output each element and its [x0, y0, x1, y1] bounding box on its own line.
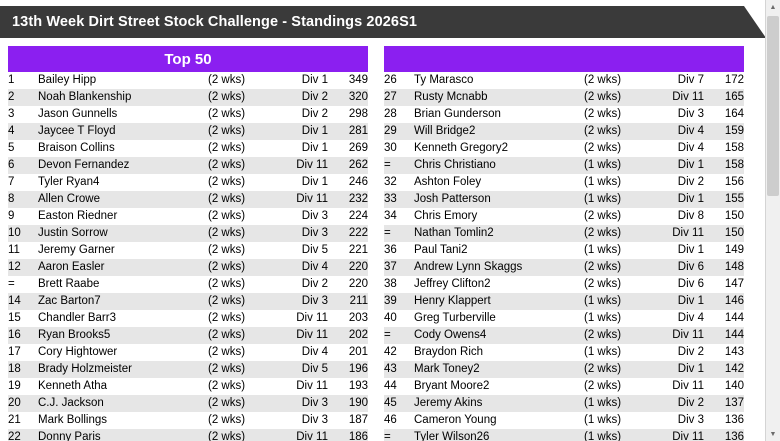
division: Div 4	[646, 123, 704, 140]
weeks-count: (2 wks)	[208, 106, 270, 123]
driver-name: Jeffrey Clifton2	[414, 276, 584, 293]
weeks-count: (2 wks)	[208, 174, 270, 191]
division: Div 3	[270, 208, 328, 225]
weeks-count: (2 wks)	[584, 378, 646, 395]
table-row	[8, 89, 368, 106]
weeks-count: (2 wks)	[208, 412, 270, 429]
table-row	[384, 72, 744, 89]
division: Div 1	[270, 72, 328, 89]
division: Div 11	[270, 191, 328, 208]
weeks-count: (2 wks)	[208, 327, 270, 344]
standing-position: =	[384, 225, 414, 242]
division: Div 11	[646, 327, 704, 344]
weeks-count: (2 wks)	[208, 395, 270, 412]
standing-position: 44	[384, 378, 414, 395]
table-row	[8, 140, 368, 157]
table-row	[384, 378, 744, 395]
division: Div 1	[270, 174, 328, 191]
standing-position: 37	[384, 259, 414, 276]
driver-name: Greg Turberville	[414, 310, 584, 327]
table-row	[8, 378, 368, 395]
standing-position: 29	[384, 123, 414, 140]
driver-name: Braison Collins	[38, 140, 208, 157]
driver-name: Aaron Easler	[38, 259, 208, 276]
points: 211	[328, 293, 368, 310]
table-row	[384, 361, 744, 378]
table-row	[8, 293, 368, 310]
standings-column-left	[8, 46, 368, 441]
table-row	[8, 259, 368, 276]
standings-column-right	[384, 46, 744, 441]
standing-position: 26	[384, 72, 414, 89]
table-row	[8, 106, 368, 123]
standing-position: 16	[8, 327, 38, 344]
driver-name: Bailey Hipp	[38, 72, 208, 89]
table-row	[384, 293, 744, 310]
division: Div 11	[646, 429, 704, 441]
points: 147	[704, 276, 744, 293]
division: Div 1	[646, 157, 704, 174]
standings-table-left	[8, 72, 368, 441]
division: Div 1	[270, 123, 328, 140]
driver-name: Mark Toney2	[414, 361, 584, 378]
points: 148	[704, 259, 744, 276]
table-row	[384, 259, 744, 276]
standing-position: 22	[8, 429, 38, 441]
standing-position: 40	[384, 310, 414, 327]
weeks-count: (2 wks)	[208, 72, 270, 89]
points: 232	[328, 191, 368, 208]
driver-name: Rusty Mcnabb	[414, 89, 584, 106]
table-row	[8, 361, 368, 378]
division: Div 1	[646, 361, 704, 378]
driver-name: Will Bridge2	[414, 123, 584, 140]
points: 298	[328, 106, 368, 123]
points: 140	[704, 378, 744, 395]
weeks-count: (2 wks)	[208, 361, 270, 378]
weeks-count: (2 wks)	[584, 225, 646, 242]
driver-name: Tyler Ryan4	[38, 174, 208, 191]
driver-name: Nathan Tomlin2	[414, 225, 584, 242]
driver-name: Kenneth Gregory2	[414, 140, 584, 157]
points: 155	[704, 191, 744, 208]
weeks-count: (1 wks)	[584, 429, 646, 441]
points: 172	[704, 72, 744, 89]
division: Div 2	[270, 276, 328, 293]
points: 136	[704, 412, 744, 429]
table-row	[384, 242, 744, 259]
table-row	[384, 191, 744, 208]
standing-position: 3	[8, 106, 38, 123]
standing-position: 7	[8, 174, 38, 191]
division: Div 1	[646, 242, 704, 259]
points: 143	[704, 344, 744, 361]
table-row	[8, 157, 368, 174]
points: 220	[328, 259, 368, 276]
standing-position: 8	[8, 191, 38, 208]
points: 186	[328, 429, 368, 441]
weeks-count: (2 wks)	[208, 259, 270, 276]
points: 281	[328, 123, 368, 140]
driver-name: Cameron Young	[414, 412, 584, 429]
left-column-header: Top 50	[8, 46, 368, 72]
driver-name: Braydon Rich	[414, 344, 584, 361]
standing-position: 27	[384, 89, 414, 106]
points: 136	[704, 429, 744, 441]
weeks-count: (2 wks)	[208, 208, 270, 225]
driver-name: Jeremy Akins	[414, 395, 584, 412]
division: Div 3	[270, 412, 328, 429]
standings-table-right	[384, 72, 744, 441]
table-row	[8, 412, 368, 429]
standing-position: 34	[384, 208, 414, 225]
weeks-count: (1 wks)	[584, 174, 646, 191]
scroll-down-icon[interactable]: ▼	[766, 427, 780, 441]
table-row	[384, 310, 744, 327]
division: Div 3	[270, 293, 328, 310]
points: 202	[328, 327, 368, 344]
points: 201	[328, 344, 368, 361]
division: Div 5	[270, 242, 328, 259]
standing-position: 17	[8, 344, 38, 361]
table-row	[8, 242, 368, 259]
driver-name: Allen Crowe	[38, 191, 208, 208]
table-row	[384, 327, 744, 344]
standings-columns	[8, 46, 760, 441]
standing-position: 20	[8, 395, 38, 412]
page-title: 13th Week Dirt Street Stock Challenge - Standings 2026S1	[12, 14, 418, 30]
table-row	[384, 157, 744, 174]
standing-position: 11	[8, 242, 38, 259]
standing-position: 18	[8, 361, 38, 378]
driver-name: Donny Paris	[38, 429, 208, 441]
standing-position: 4	[8, 123, 38, 140]
title-bar-corner	[744, 6, 766, 38]
weeks-count: (2 wks)	[584, 106, 646, 123]
table-row	[8, 123, 368, 140]
driver-name: Ryan Brooks5	[38, 327, 208, 344]
standing-position: 9	[8, 208, 38, 225]
standing-position: =	[384, 429, 414, 441]
division: Div 2	[646, 344, 704, 361]
points: 221	[328, 242, 368, 259]
driver-name: Chris Emory	[414, 208, 584, 225]
driver-name: Kenneth Atha	[38, 378, 208, 395]
weeks-count: (2 wks)	[208, 123, 270, 140]
division: Div 8	[646, 208, 704, 225]
standing-position: 30	[384, 140, 414, 157]
standing-position: 38	[384, 276, 414, 293]
division: Div 3	[270, 225, 328, 242]
weeks-count: (2 wks)	[208, 225, 270, 242]
driver-name: Mark Bollings	[38, 412, 208, 429]
division: Div 1	[270, 140, 328, 157]
table-row	[8, 174, 368, 191]
division: Div 4	[270, 344, 328, 361]
points: 144	[704, 327, 744, 344]
weeks-count: (2 wks)	[584, 89, 646, 106]
table-row	[384, 174, 744, 191]
scrollbar-thumb[interactable]	[767, 16, 779, 196]
standing-position: 2	[8, 89, 38, 106]
table-row	[384, 208, 744, 225]
division: Div 2	[270, 106, 328, 123]
table-row	[8, 429, 368, 441]
points: 320	[328, 89, 368, 106]
division: Div 2	[270, 89, 328, 106]
division: Div 2	[646, 174, 704, 191]
weeks-count: (1 wks)	[584, 310, 646, 327]
weeks-count: (2 wks)	[584, 276, 646, 293]
weeks-count: (2 wks)	[208, 157, 270, 174]
division: Div 7	[646, 72, 704, 89]
driver-name: Brian Gunderson	[414, 106, 584, 123]
points: 220	[328, 276, 368, 293]
points: 203	[328, 310, 368, 327]
points: 150	[704, 208, 744, 225]
driver-name: Brady Holzmeister	[38, 361, 208, 378]
division: Div 11	[270, 378, 328, 395]
weeks-count: (2 wks)	[584, 140, 646, 157]
weeks-count: (2 wks)	[584, 208, 646, 225]
standing-position: 36	[384, 242, 414, 259]
driver-name: Ashton Foley	[414, 174, 584, 191]
standing-position: =	[384, 157, 414, 174]
driver-name: Jaycee T Floyd	[38, 123, 208, 140]
table-row	[8, 310, 368, 327]
weeks-count: (2 wks)	[208, 344, 270, 361]
table-row	[384, 225, 744, 242]
points: 158	[704, 157, 744, 174]
table-row	[8, 276, 368, 293]
division: Div 11	[646, 378, 704, 395]
table-row	[384, 123, 744, 140]
points: 196	[328, 361, 368, 378]
weeks-count: (2 wks)	[208, 89, 270, 106]
standing-position: 6	[8, 157, 38, 174]
division: Div 1	[646, 191, 704, 208]
driver-name: Justin Sorrow	[38, 225, 208, 242]
driver-name: Brett Raabe	[38, 276, 208, 293]
weeks-count: (1 wks)	[584, 293, 646, 310]
points: 158	[704, 140, 744, 157]
points: 150	[704, 225, 744, 242]
table-row	[384, 344, 744, 361]
standing-position: 1	[8, 72, 38, 89]
division: Div 4	[646, 310, 704, 327]
points: 144	[704, 310, 744, 327]
weeks-count: (2 wks)	[208, 429, 270, 441]
division: Div 6	[646, 276, 704, 293]
points: 146	[704, 293, 744, 310]
scroll-up-icon[interactable]: ▲	[766, 0, 780, 14]
division: Div 4	[646, 140, 704, 157]
weeks-count: (2 wks)	[208, 310, 270, 327]
driver-name: Easton Riedner	[38, 208, 208, 225]
weeks-count: (2 wks)	[584, 72, 646, 89]
driver-name: Henry Klappert	[414, 293, 584, 310]
driver-name: Josh Patterson	[414, 191, 584, 208]
title-bar	[0, 6, 766, 38]
driver-name: Bryant Moore2	[414, 378, 584, 395]
table-row	[384, 140, 744, 157]
weeks-count: (2 wks)	[584, 259, 646, 276]
standing-position: 43	[384, 361, 414, 378]
points: 164	[704, 106, 744, 123]
weeks-count: (1 wks)	[584, 395, 646, 412]
driver-name: Chris Christiano	[414, 157, 584, 174]
weeks-count: (2 wks)	[208, 191, 270, 208]
weeks-count: (1 wks)	[584, 412, 646, 429]
weeks-count: (1 wks)	[584, 191, 646, 208]
weeks-count: (2 wks)	[208, 242, 270, 259]
division: Div 5	[270, 361, 328, 378]
driver-name: Jeremy Garner	[38, 242, 208, 259]
division: Div 11	[270, 327, 328, 344]
driver-name: Zac Barton7	[38, 293, 208, 310]
standing-position: 33	[384, 191, 414, 208]
division: Div 3	[270, 395, 328, 412]
table-row	[8, 191, 368, 208]
table-row	[8, 208, 368, 225]
points: 149	[704, 242, 744, 259]
points: 137	[704, 395, 744, 412]
division: Div 1	[646, 293, 704, 310]
weeks-count: (1 wks)	[584, 242, 646, 259]
standing-position: 32	[384, 174, 414, 191]
points: 222	[328, 225, 368, 242]
table-row	[8, 395, 368, 412]
points: 187	[328, 412, 368, 429]
standing-position: 5	[8, 140, 38, 157]
table-row	[8, 344, 368, 361]
driver-name: Andrew Lynn Skaggs	[414, 259, 584, 276]
weeks-count: (2 wks)	[584, 123, 646, 140]
points: 246	[328, 174, 368, 191]
points: 165	[704, 89, 744, 106]
division: Div 11	[270, 429, 328, 441]
division: Div 11	[646, 89, 704, 106]
standing-position: 19	[8, 378, 38, 395]
weeks-count: (2 wks)	[208, 276, 270, 293]
driver-name: Chandler Barr3	[38, 310, 208, 327]
standing-position: 45	[384, 395, 414, 412]
driver-name: C.J. Jackson	[38, 395, 208, 412]
points: 156	[704, 174, 744, 191]
table-row	[8, 327, 368, 344]
driver-name: Noah Blankenship	[38, 89, 208, 106]
points: 262	[328, 157, 368, 174]
table-row	[8, 72, 368, 89]
weeks-count: (2 wks)	[584, 361, 646, 378]
points: 349	[328, 72, 368, 89]
standing-position: 14	[8, 293, 38, 310]
points: 269	[328, 140, 368, 157]
driver-name: Tyler Wilson26	[414, 429, 584, 441]
table-row	[384, 106, 744, 123]
division: Div 11	[270, 157, 328, 174]
division: Div 11	[270, 310, 328, 327]
division: Div 3	[646, 106, 704, 123]
standing-position: 42	[384, 344, 414, 361]
driver-name: Ty Marasco	[414, 72, 584, 89]
division: Div 3	[646, 412, 704, 429]
weeks-count: (1 wks)	[584, 157, 646, 174]
weeks-count: (2 wks)	[208, 140, 270, 157]
driver-name: Cory Hightower	[38, 344, 208, 361]
standing-position: 28	[384, 106, 414, 123]
division: Div 2	[646, 395, 704, 412]
weeks-count: (2 wks)	[208, 293, 270, 310]
standing-position: 12	[8, 259, 38, 276]
division: Div 11	[646, 225, 704, 242]
driver-name: Cody Owens4	[414, 327, 584, 344]
table-row	[384, 395, 744, 412]
points: 159	[704, 123, 744, 140]
division: Div 6	[646, 259, 704, 276]
standing-position: 21	[8, 412, 38, 429]
table-row	[384, 429, 744, 441]
vertical-scrollbar[interactable]	[765, 0, 780, 441]
weeks-count: (2 wks)	[584, 327, 646, 344]
standing-position: =	[384, 327, 414, 344]
points: 224	[328, 208, 368, 225]
standing-position: 10	[8, 225, 38, 242]
standing-position: 39	[384, 293, 414, 310]
table-row	[8, 225, 368, 242]
standing-position: =	[8, 276, 38, 293]
right-column-header	[384, 46, 744, 72]
standing-position: 15	[8, 310, 38, 327]
weeks-count: (1 wks)	[584, 344, 646, 361]
division: Div 4	[270, 259, 328, 276]
table-row	[384, 412, 744, 429]
driver-name: Paul Tani2	[414, 242, 584, 259]
points: 142	[704, 361, 744, 378]
table-row	[384, 89, 744, 106]
points: 193	[328, 378, 368, 395]
table-row	[384, 276, 744, 293]
points: 190	[328, 395, 368, 412]
standing-position: 46	[384, 412, 414, 429]
driver-name: Jason Gunnells	[38, 106, 208, 123]
weeks-count: (2 wks)	[208, 378, 270, 395]
driver-name: Devon Fernandez	[38, 157, 208, 174]
